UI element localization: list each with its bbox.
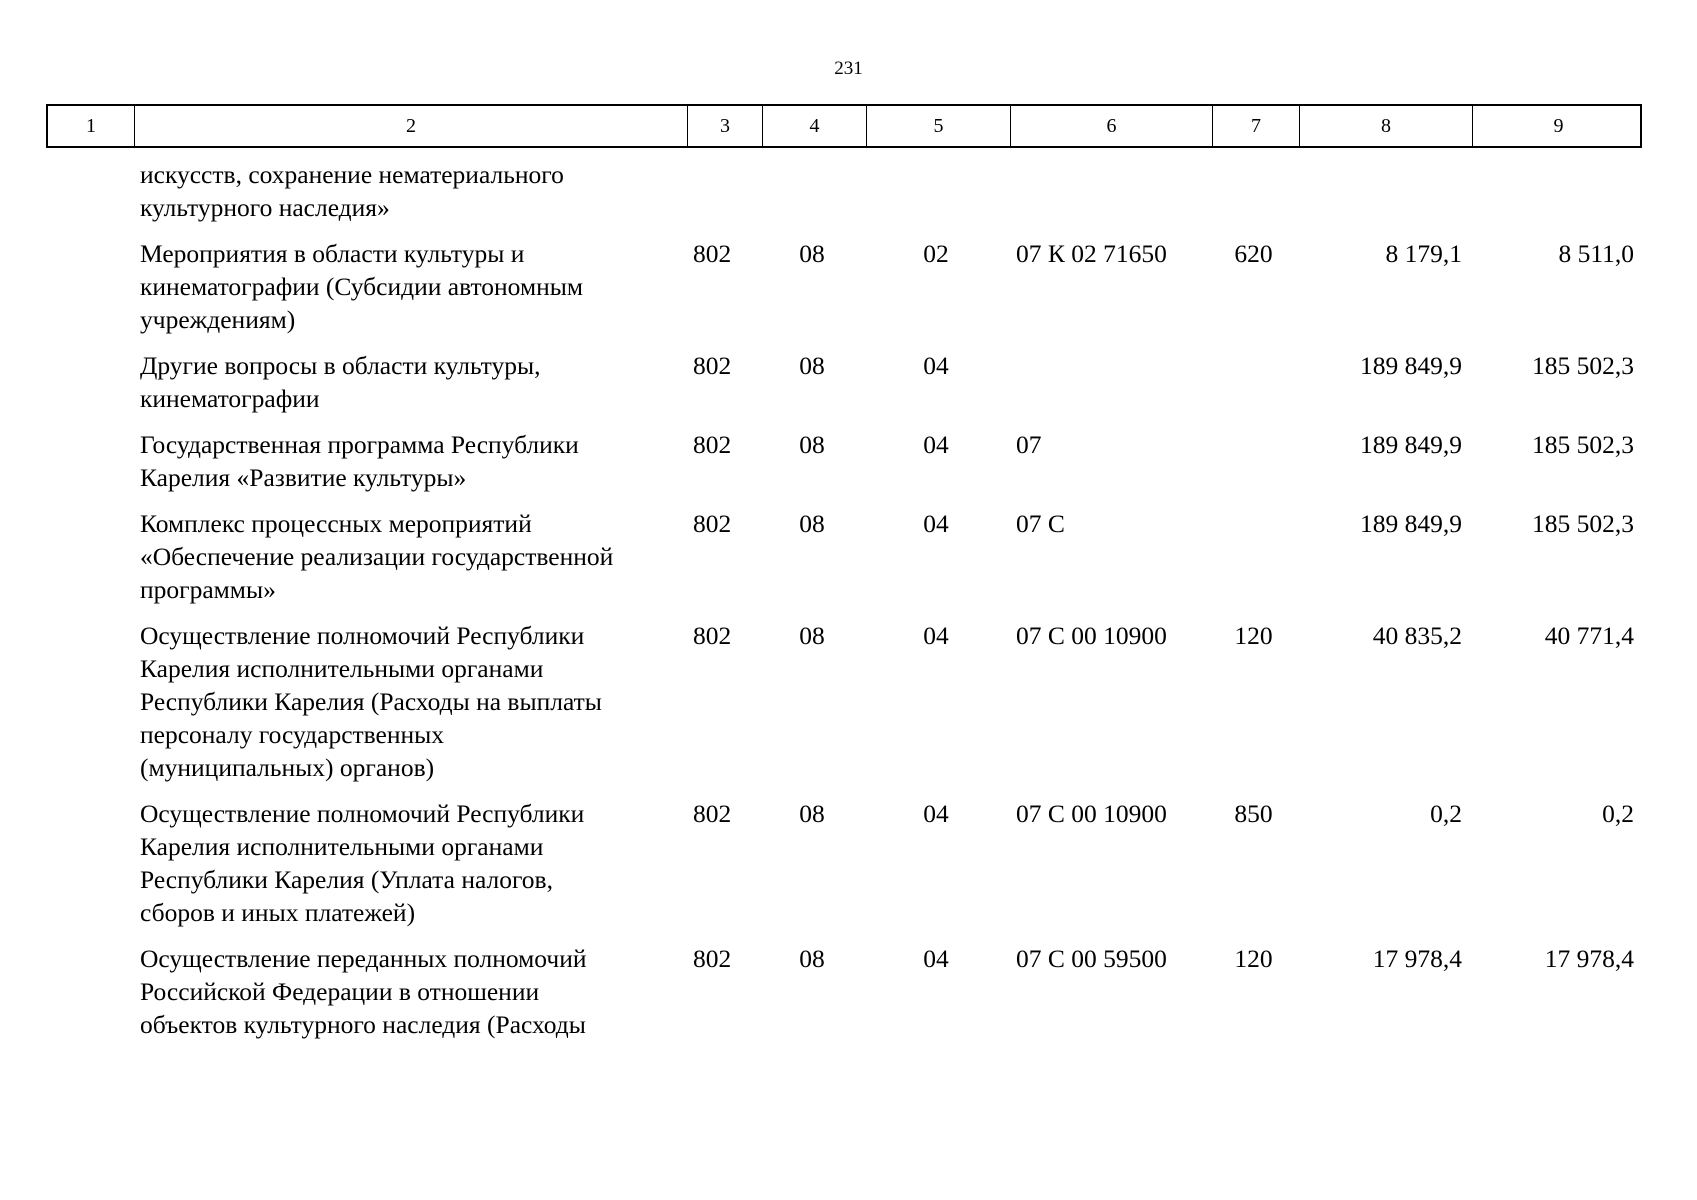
cell-expense-type <box>1210 428 1297 494</box>
cell-admin-code: 802 <box>693 621 732 650</box>
cell-section: 08 <box>799 944 825 973</box>
row-name-line: Государственная программа Республики <box>140 430 579 459</box>
row-name <box>132 797 685 929</box>
cell-col-1 <box>46 158 132 224</box>
cell-col-1 <box>46 507 132 606</box>
cell-section: 08 <box>799 799 825 828</box>
row-name-line: искусств, сохранение нематериального <box>140 160 564 189</box>
cell-col-1 <box>46 942 132 1041</box>
row-name-line: сборов и иных платежей) <box>140 898 416 927</box>
table-row <box>46 797 1642 929</box>
cell-admin-code: 802 <box>693 430 732 459</box>
cell-admin-code <box>685 158 760 224</box>
column-header-7: 7 <box>1212 106 1299 146</box>
budget-table <box>46 104 1642 1041</box>
cell-amount-year2: 8 511,0 <box>1558 239 1634 268</box>
row-name <box>132 349 685 415</box>
table-row <box>46 349 1642 415</box>
cell-amount-year2 <box>1470 158 1642 224</box>
cell-admin-code: 802 <box>693 239 732 268</box>
row-name-line: Осуществление полномочий Республики <box>140 799 585 828</box>
column-header-8: 8 <box>1299 106 1472 146</box>
cell-subsection: 04 <box>923 351 949 380</box>
column-header-4: 4 <box>762 106 866 146</box>
cell-section: 08 <box>799 351 825 380</box>
cell-admin-code: 802 <box>693 351 732 380</box>
cell-admin-code: 802 <box>693 944 732 973</box>
cell-expense-type: 850 <box>1234 799 1273 828</box>
cell-admin-code: 802 <box>693 799 732 828</box>
cell-section: 08 <box>799 430 825 459</box>
row-name <box>132 237 685 336</box>
cell-target-article: 07 К 02 71650 <box>1016 239 1167 268</box>
cell-amount-year1: 17 978,4 <box>1372 944 1462 973</box>
row-name-line: учреждениям) <box>140 305 296 334</box>
cell-subsection <box>864 158 1008 224</box>
row-name <box>132 507 685 606</box>
cell-subsection: 04 <box>923 621 949 650</box>
column-header-1: 1 <box>86 115 96 137</box>
row-name <box>132 942 685 1041</box>
column-header-3: 3 <box>687 106 762 146</box>
cell-expense-type <box>1210 349 1297 415</box>
row-name-line: Российской Федерации в отношении <box>140 977 540 1006</box>
cell-target-article: 07 С 00 59500 <box>1016 944 1167 973</box>
page-number: 231 <box>834 58 863 79</box>
cell-target-article: 07 С 00 10900 <box>1016 799 1167 828</box>
cell-amount-year1 <box>1297 158 1470 224</box>
table-row <box>46 507 1642 606</box>
row-name-line: Республики Карелия (Расходы на выплаты <box>140 687 602 716</box>
table-row <box>46 428 1642 494</box>
cell-target-article <box>1008 158 1210 224</box>
cell-section <box>760 158 864 224</box>
table-body <box>46 158 1642 1041</box>
cell-expense-type <box>1210 507 1297 606</box>
row-name-line: Осуществление переданных полномочий <box>140 944 587 973</box>
cell-subsection: 04 <box>923 944 949 973</box>
row-name-line: программы» <box>140 575 276 604</box>
cell-col-1 <box>46 797 132 929</box>
cell-expense-type: 620 <box>1234 239 1273 268</box>
cell-admin-code: 802 <box>693 509 732 538</box>
table-row <box>46 237 1642 336</box>
table-header-row <box>46 104 1642 148</box>
row-name <box>132 619 685 784</box>
row-name-line: кинематографии (Субсидии автономным <box>140 272 584 301</box>
cell-target-article <box>1008 349 1210 415</box>
row-name-line: Мероприятия в области культуры и <box>140 239 525 268</box>
table-row <box>46 619 1642 784</box>
cell-amount-year2: 40 771,4 <box>1544 621 1634 650</box>
row-name-line: кинематографии <box>140 384 320 413</box>
cell-amount-year2: 185 502,3 <box>1532 509 1634 538</box>
cell-col-1 <box>46 349 132 415</box>
cell-target-article: 07 <box>1016 430 1042 459</box>
row-name-line: персоналу государственных <box>140 720 445 749</box>
cell-expense-type <box>1210 158 1297 224</box>
row-name-line: объектов культурного наследия (Расходы <box>140 1010 586 1039</box>
column-header-5: 5 <box>866 106 1010 146</box>
row-name-line: Республики Карелия (Уплата налогов, <box>140 865 553 894</box>
cell-col-1 <box>46 619 132 784</box>
cell-amount-year1: 189 849,9 <box>1360 430 1462 459</box>
cell-amount-year2: 0,2 <box>1602 799 1634 828</box>
cell-amount-year1: 40 835,2 <box>1372 621 1462 650</box>
column-header-9: 9 <box>1472 106 1644 146</box>
cell-expense-type: 120 <box>1234 621 1273 650</box>
cell-subsection: 04 <box>923 509 949 538</box>
row-name <box>132 158 685 224</box>
row-name <box>132 428 685 494</box>
column-header-6: 6 <box>1010 106 1212 146</box>
column-header-2: 2 <box>134 106 687 146</box>
row-name-line: «Обеспечение реализации государственной <box>140 542 614 571</box>
table-row <box>46 942 1642 1041</box>
cell-amount-year1: 189 849,9 <box>1360 351 1462 380</box>
row-name-line: Другие вопросы в области культуры, <box>140 351 541 380</box>
cell-amount-year2: 17 978,4 <box>1544 944 1634 973</box>
cell-amount-year2: 185 502,3 <box>1532 430 1634 459</box>
row-name-line: Карелия исполнительными органами <box>140 832 544 861</box>
cell-subsection: 04 <box>923 799 949 828</box>
cell-col-1 <box>46 237 132 336</box>
cell-target-article: 07 С <box>1016 509 1065 538</box>
row-name-line: Осуществление полномочий Республики <box>140 621 585 650</box>
cell-section: 08 <box>799 621 825 650</box>
cell-subsection: 04 <box>923 430 949 459</box>
table-row <box>46 158 1642 224</box>
cell-section: 08 <box>799 239 825 268</box>
cell-amount-year1: 0,2 <box>1430 799 1462 828</box>
cell-col-1 <box>46 428 132 494</box>
cell-expense-type: 120 <box>1234 944 1273 973</box>
row-name-line: Карелия «Развитие культуры» <box>140 463 467 492</box>
row-name-line: (муниципальных) органов) <box>140 753 435 782</box>
cell-amount-year1: 8 179,1 <box>1385 239 1462 268</box>
row-name-line: Карелия исполнительными органами <box>140 654 544 683</box>
row-name-line: культурного наследия» <box>140 193 390 222</box>
row-name-line: Комплекс процессных мероприятий <box>140 509 532 538</box>
cell-amount-year2: 185 502,3 <box>1532 351 1634 380</box>
cell-target-article: 07 С 00 10900 <box>1016 621 1167 650</box>
cell-section: 08 <box>799 509 825 538</box>
cell-subsection: 02 <box>923 239 949 268</box>
cell-amount-year1: 189 849,9 <box>1360 509 1462 538</box>
